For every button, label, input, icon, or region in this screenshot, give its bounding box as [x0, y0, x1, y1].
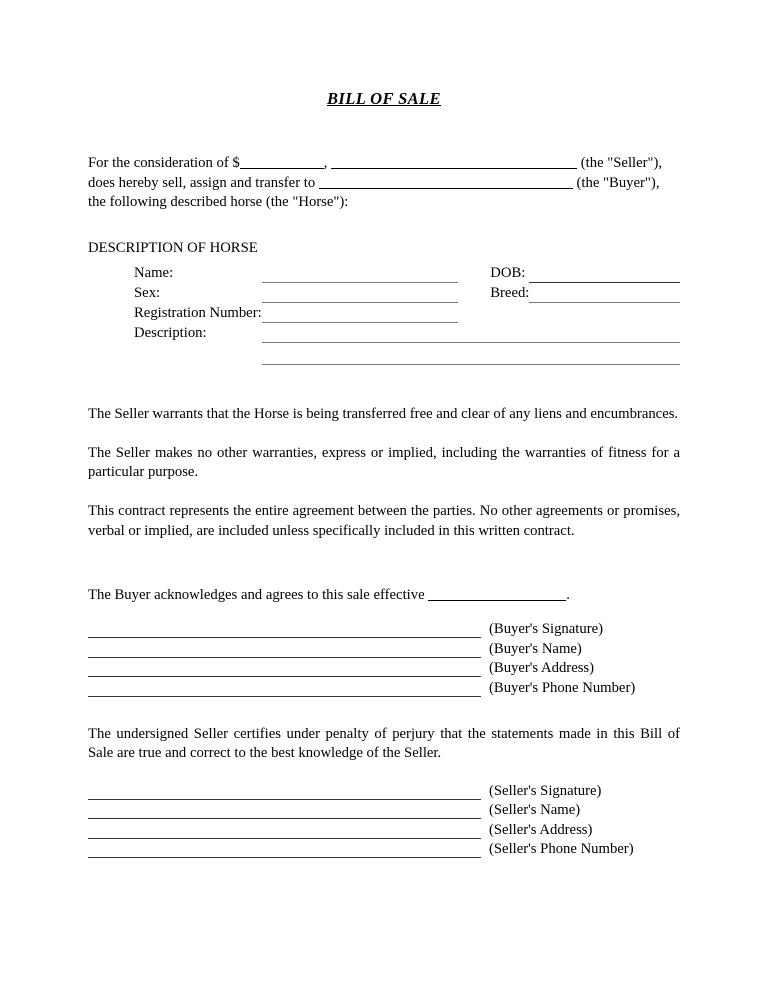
signature-row: [88, 800, 680, 820]
registration-number-blank[interactable]: [262, 303, 459, 323]
consideration-amount-blank[interactable]: [240, 168, 324, 169]
description-label: Description:: [134, 324, 207, 341]
signature-row: [88, 638, 680, 658]
no-other-warranties-paragraph: The Seller makes no other warranties, express or implied, including the warranties of fitness for a particular purpose.: [88, 444, 680, 481]
effective-period: .: [566, 587, 570, 604]
page-title: BILL OF SALE: [327, 89, 441, 108]
seller-name-blank[interactable]: [331, 168, 577, 169]
seller-phone-blank[interactable]: [88, 840, 481, 858]
buyer-phone-label: (Buyer's Phone Number): [489, 679, 636, 696]
buyer-signature-block: [88, 619, 680, 697]
seller-phone-label: (Seller's Phone Number): [489, 841, 634, 858]
seller-signature-label: (Seller's Signature): [489, 782, 602, 799]
signature-row: [88, 819, 680, 839]
intro-line-1: [88, 154, 680, 174]
entire-agreement-paragraph: This contract represents the entire agreement between the parties. No other agreements or promises, verbal or implied, are included unless specifically included in this written contract.: [88, 503, 680, 539]
document-body: [88, 0, 680, 858]
registration-number-label: Registration Number:: [134, 304, 262, 321]
sex-input-blank[interactable]: [262, 283, 459, 303]
name-label: Name:: [134, 264, 174, 281]
intro-line-3: the following described horse (the "Horse"):: [88, 194, 349, 211]
table-row: [88, 323, 680, 343]
breed-label: Breed:: [490, 284, 530, 301]
signature-row: [88, 780, 680, 800]
seller-certification-paragraph: The undersigned Seller certifies under penalty of perjury that the statements made in this Bill of Sale are true and correct to the best knowledge of the Seller.: [88, 725, 680, 762]
buyer-address-blank[interactable]: [88, 659, 481, 677]
spacer: [88, 343, 262, 365]
seller-address-label: (Seller's Address): [489, 821, 593, 838]
intro-comma: ,: [323, 155, 328, 171]
seller-signature-blank[interactable]: [88, 782, 481, 800]
horse-description-table: [88, 263, 680, 366]
table-row: [88, 303, 680, 323]
buyer-name-blank[interactable]: [319, 188, 573, 189]
buyer-address-label: (Buyer's Address): [489, 660, 595, 677]
dob-label: DOB:: [490, 264, 526, 281]
consideration-label: For the consideration of $: [88, 155, 240, 171]
buyer-signature-label: (Buyer's Signature): [489, 621, 604, 638]
description-heading: DESCRIPTION OF HORSE: [88, 239, 258, 256]
intro-line-2: [88, 174, 680, 194]
buyer-signature-blank[interactable]: [88, 620, 481, 638]
table-row: [88, 283, 680, 303]
table-row: [88, 343, 680, 365]
breed-input-blank[interactable]: [529, 283, 680, 303]
signature-row: [88, 839, 680, 859]
seller-name-blank-line[interactable]: [88, 801, 481, 819]
intro-block: [88, 154, 680, 213]
signature-row: [88, 677, 680, 697]
spacer: [458, 283, 490, 303]
signature-row: [88, 658, 680, 678]
description-blank-line-2[interactable]: [262, 343, 680, 365]
description-blank-line-1[interactable]: [262, 323, 680, 343]
effective-date-blank[interactable]: [428, 600, 566, 601]
seller-signature-block: [88, 780, 680, 858]
spacer: [458, 263, 490, 283]
warranty-paragraph: The Seller warrants that the Horse is being transferred free and clear of any liens and encumbrances.: [88, 406, 679, 423]
transfer-label: does hereby sell, assign and transfer to: [88, 174, 316, 191]
spacer: [458, 303, 680, 323]
buyer-phone-blank[interactable]: [88, 679, 481, 697]
effective-prefix: The Buyer acknowledges and agrees to this sale effective: [88, 587, 425, 604]
seller-tag: (the "Seller"),: [580, 155, 663, 171]
effective-date-line: [88, 586, 680, 606]
buyer-name-blank-line[interactable]: [88, 640, 481, 658]
buyer-name-label: (Buyer's Name): [489, 640, 582, 657]
table-row: [88, 263, 680, 283]
seller-name-label: (Seller's Name): [489, 802, 581, 819]
signature-row: [88, 619, 680, 639]
seller-address-blank[interactable]: [88, 821, 481, 839]
dob-input-blank[interactable]: [529, 263, 680, 283]
sex-label: Sex:: [134, 284, 161, 301]
name-input-blank[interactable]: [262, 263, 459, 283]
buyer-tag: (the "Buyer"),: [576, 174, 660, 191]
